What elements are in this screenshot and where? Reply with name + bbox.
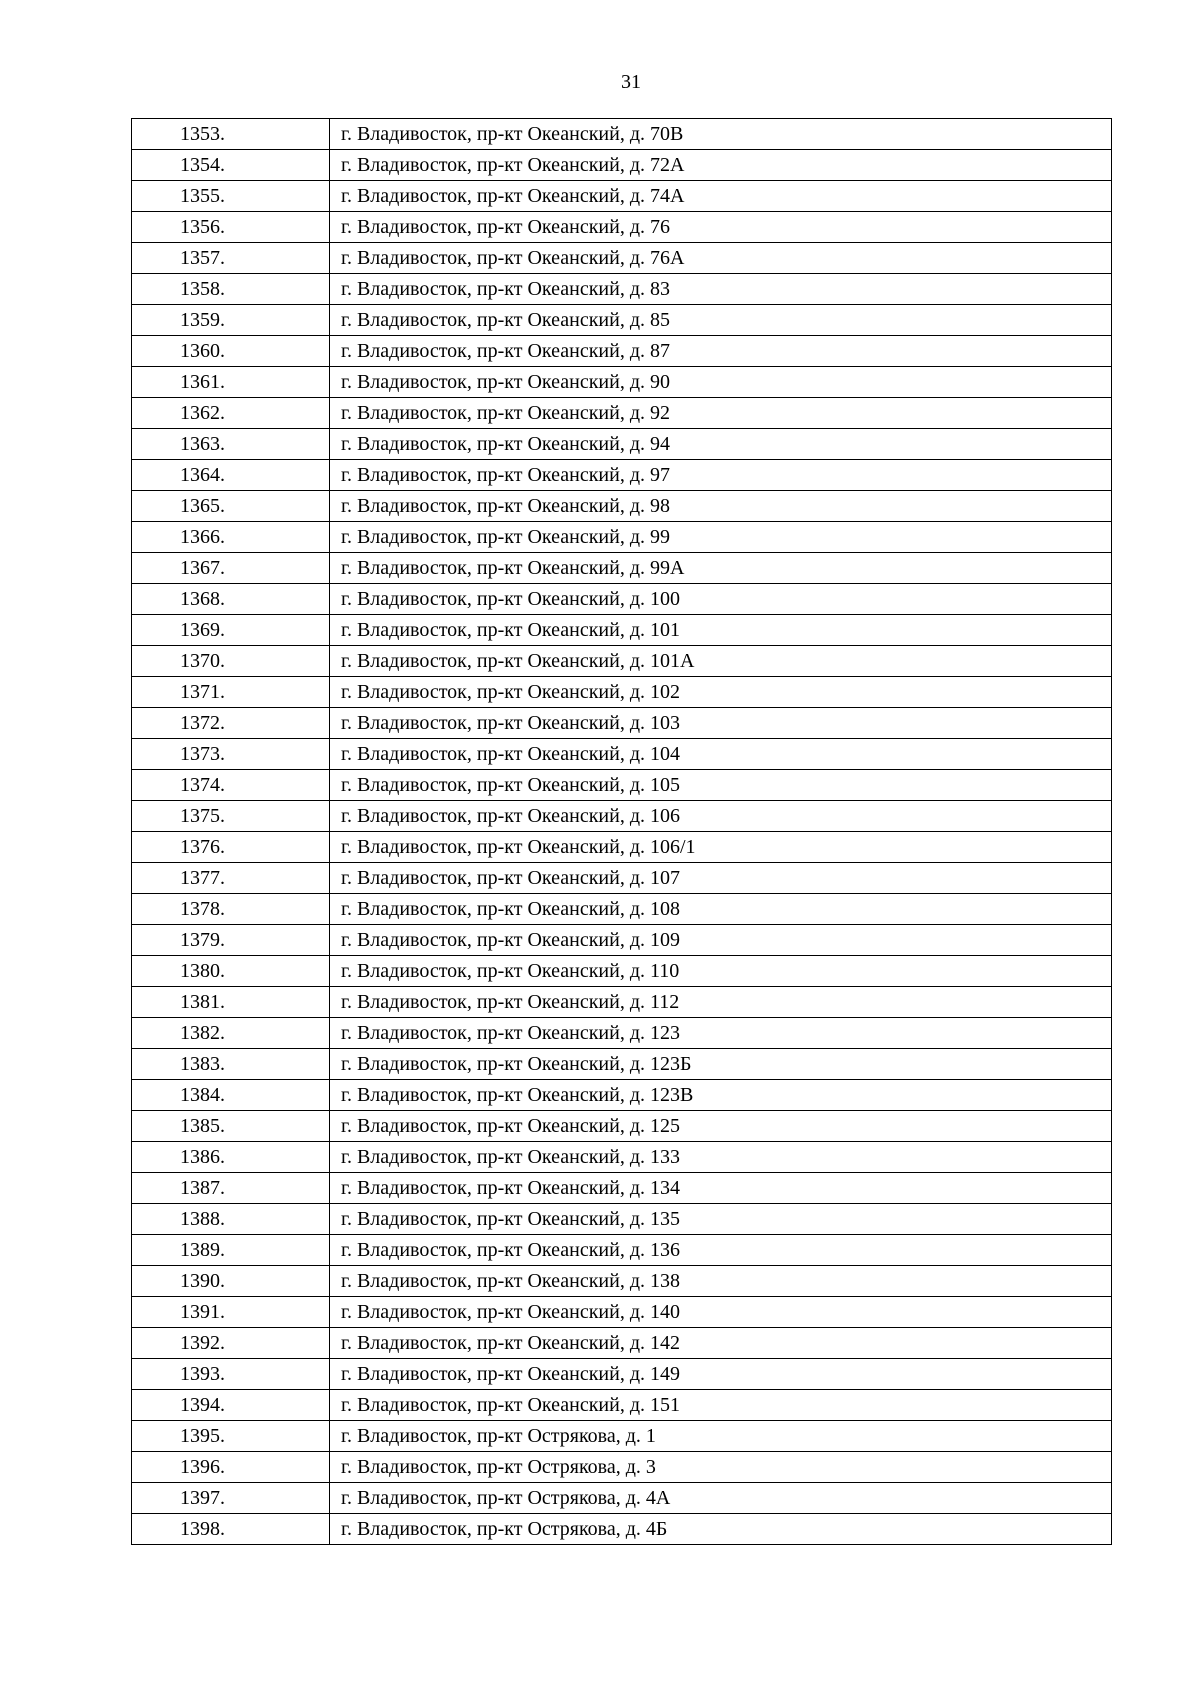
table-row	[132, 336, 1112, 367]
table-row	[132, 274, 1112, 305]
table-row	[132, 398, 1112, 429]
table-row	[132, 429, 1112, 460]
row-address: г. Владивосток, пр-кт Океанский, д. 76А	[330, 243, 1112, 274]
table-row	[132, 1390, 1112, 1421]
row-address: г. Владивосток, пр-кт Океанский, д. 104	[330, 739, 1112, 770]
row-address: г. Владивосток, пр-кт Океанский, д. 99А	[330, 553, 1112, 584]
row-number: 1384.	[132, 1080, 330, 1111]
row-address: г. Владивосток, пр-кт Океанский, д. 106/1	[330, 832, 1112, 863]
table-row	[132, 987, 1112, 1018]
row-address: г. Владивосток, пр-кт Океанский, д. 123Б	[330, 1049, 1112, 1080]
row-address: г. Владивосток, пр-кт Океанский, д. 101А	[330, 646, 1112, 677]
row-address: г. Владивосток, пр-кт Океанский, д. 142	[330, 1328, 1112, 1359]
row-number: 1393.	[132, 1359, 330, 1390]
row-address: г. Владивосток, пр-кт Океанский, д. 92	[330, 398, 1112, 429]
row-address: г. Владивосток, пр-кт Океанский, д. 138	[330, 1266, 1112, 1297]
table-row	[132, 212, 1112, 243]
row-number: 1372.	[132, 708, 330, 739]
table-row	[132, 522, 1112, 553]
row-address: г. Владивосток, пр-кт Океанский, д. 98	[330, 491, 1112, 522]
row-number: 1353.	[132, 119, 330, 150]
row-address: г. Владивосток, пр-кт Океанский, д. 151	[330, 1390, 1112, 1421]
row-number: 1374.	[132, 770, 330, 801]
table-row	[132, 1297, 1112, 1328]
table-row	[132, 367, 1112, 398]
table-row	[132, 243, 1112, 274]
row-number: 1354.	[132, 150, 330, 181]
table-row	[132, 1018, 1112, 1049]
row-address: г. Владивосток, пр-кт Океанский, д. 149	[330, 1359, 1112, 1390]
table-row	[132, 584, 1112, 615]
table-row	[132, 708, 1112, 739]
row-number: 1388.	[132, 1204, 330, 1235]
table-row	[132, 615, 1112, 646]
row-number: 1394.	[132, 1390, 330, 1421]
row-number: 1355.	[132, 181, 330, 212]
table-row	[132, 1421, 1112, 1452]
table-row	[132, 1328, 1112, 1359]
row-number: 1386.	[132, 1142, 330, 1173]
row-number: 1378.	[132, 894, 330, 925]
row-number: 1387.	[132, 1173, 330, 1204]
row-address: г. Владивосток, пр-кт Океанский, д. 108	[330, 894, 1112, 925]
row-address: г. Владивосток, пр-кт Океанский, д. 106	[330, 801, 1112, 832]
table-row	[132, 1452, 1112, 1483]
table-row	[132, 770, 1112, 801]
row-number: 1360.	[132, 336, 330, 367]
row-address: г. Владивосток, пр-кт Океанский, д. 83	[330, 274, 1112, 305]
address-table-body	[132, 119, 1112, 1545]
table-row	[132, 739, 1112, 770]
row-number: 1368.	[132, 584, 330, 615]
row-address: г. Владивосток, пр-кт Океанский, д. 135	[330, 1204, 1112, 1235]
row-number: 1395.	[132, 1421, 330, 1452]
row-address: г. Владивосток, пр-кт Океанский, д. 99	[330, 522, 1112, 553]
table-row	[132, 956, 1112, 987]
row-address: г. Владивосток, пр-кт Океанский, д. 97	[330, 460, 1112, 491]
row-address: г. Владивосток, пр-кт Острякова, д. 3	[330, 1452, 1112, 1483]
row-number: 1363.	[132, 429, 330, 460]
row-number: 1383.	[132, 1049, 330, 1080]
row-address: г. Владивосток, пр-кт Океанский, д. 134	[330, 1173, 1112, 1204]
table-row	[132, 894, 1112, 925]
row-address: г. Владивосток, пр-кт Океанский, д. 125	[330, 1111, 1112, 1142]
table-row	[132, 491, 1112, 522]
row-address: г. Владивосток, пр-кт Океанский, д. 133	[330, 1142, 1112, 1173]
row-number: 1366.	[132, 522, 330, 553]
row-number: 1389.	[132, 1235, 330, 1266]
row-address: г. Владивосток, пр-кт Океанский, д. 87	[330, 336, 1112, 367]
row-address: г. Владивосток, пр-кт Океанский, д. 103	[330, 708, 1112, 739]
row-address: г. Владивосток, пр-кт Океанский, д. 105	[330, 770, 1112, 801]
row-number: 1392.	[132, 1328, 330, 1359]
row-address: г. Владивосток, пр-кт Океанский, д. 70В	[330, 119, 1112, 150]
row-address: г. Владивосток, пр-кт Океанский, д. 76	[330, 212, 1112, 243]
table-row	[132, 1514, 1112, 1545]
row-address: г. Владивосток, пр-кт Океанский, д. 112	[330, 987, 1112, 1018]
row-address: г. Владивосток, пр-кт Океанский, д. 102	[330, 677, 1112, 708]
row-number: 1380.	[132, 956, 330, 987]
table-row	[132, 460, 1112, 491]
table-row	[132, 863, 1112, 894]
row-number: 1357.	[132, 243, 330, 274]
table-row	[132, 677, 1112, 708]
row-number: 1361.	[132, 367, 330, 398]
row-address: г. Владивосток, пр-кт Океанский, д. 101	[330, 615, 1112, 646]
table-row	[132, 1266, 1112, 1297]
table-row	[132, 1359, 1112, 1390]
row-number: 1398.	[132, 1514, 330, 1545]
row-number: 1385.	[132, 1111, 330, 1142]
row-number: 1376.	[132, 832, 330, 863]
row-number: 1377.	[132, 863, 330, 894]
row-address: г. Владивосток, пр-кт Океанский, д. 123	[330, 1018, 1112, 1049]
row-address: г. Владивосток, пр-кт Океанский, д. 123В	[330, 1080, 1112, 1111]
row-address: г. Владивосток, пр-кт Океанский, д. 72А	[330, 150, 1112, 181]
table-row	[132, 1173, 1112, 1204]
table-row	[132, 1080, 1112, 1111]
row-number: 1382.	[132, 1018, 330, 1049]
row-number: 1367.	[132, 553, 330, 584]
address-table	[131, 118, 1112, 1545]
table-row	[132, 553, 1112, 584]
row-address: г. Владивосток, пр-кт Острякова, д. 1	[330, 1421, 1112, 1452]
table-row	[132, 181, 1112, 212]
row-number: 1356.	[132, 212, 330, 243]
row-address: г. Владивосток, пр-кт Океанский, д. 140	[330, 1297, 1112, 1328]
row-number: 1359.	[132, 305, 330, 336]
row-number: 1375.	[132, 801, 330, 832]
row-address: г. Владивосток, пр-кт Океанский, д. 136	[330, 1235, 1112, 1266]
table-row	[132, 1235, 1112, 1266]
row-number: 1373.	[132, 739, 330, 770]
table-row	[132, 1049, 1112, 1080]
row-number: 1370.	[132, 646, 330, 677]
table-row	[132, 1142, 1112, 1173]
row-number: 1371.	[132, 677, 330, 708]
row-number: 1379.	[132, 925, 330, 956]
row-number: 1362.	[132, 398, 330, 429]
row-number: 1396.	[132, 1452, 330, 1483]
row-address: г. Владивосток, пр-кт Океанский, д. 110	[330, 956, 1112, 987]
table-row	[132, 119, 1112, 150]
row-number: 1390.	[132, 1266, 330, 1297]
table-row	[132, 832, 1112, 863]
row-address: г. Владивосток, пр-кт Океанский, д. 74А	[330, 181, 1112, 212]
row-number: 1369.	[132, 615, 330, 646]
row-address: г. Владивосток, пр-кт Острякова, д. 4А	[330, 1483, 1112, 1514]
row-address: г. Владивосток, пр-кт Океанский, д. 109	[330, 925, 1112, 956]
row-address: г. Владивосток, пр-кт Острякова, д. 4Б	[330, 1514, 1112, 1545]
row-number: 1381.	[132, 987, 330, 1018]
table-row	[132, 150, 1112, 181]
row-address: г. Владивосток, пр-кт Океанский, д. 100	[330, 584, 1112, 615]
row-number: 1365.	[132, 491, 330, 522]
table-row	[132, 305, 1112, 336]
row-number: 1391.	[132, 1297, 330, 1328]
row-address: г. Владивосток, пр-кт Океанский, д. 85	[330, 305, 1112, 336]
table-row	[132, 646, 1112, 677]
row-address: г. Владивосток, пр-кт Океанский, д. 94	[330, 429, 1112, 460]
table-row	[132, 925, 1112, 956]
table-row	[132, 1483, 1112, 1514]
row-number: 1358.	[132, 274, 330, 305]
row-number: 1364.	[132, 460, 330, 491]
table-row	[132, 801, 1112, 832]
row-number: 1397.	[132, 1483, 330, 1514]
table-row	[132, 1204, 1112, 1235]
table-row	[132, 1111, 1112, 1142]
row-address: г. Владивосток, пр-кт Океанский, д. 90	[330, 367, 1112, 398]
row-address: г. Владивосток, пр-кт Океанский, д. 107	[330, 863, 1112, 894]
page-number: 31	[621, 71, 641, 93]
